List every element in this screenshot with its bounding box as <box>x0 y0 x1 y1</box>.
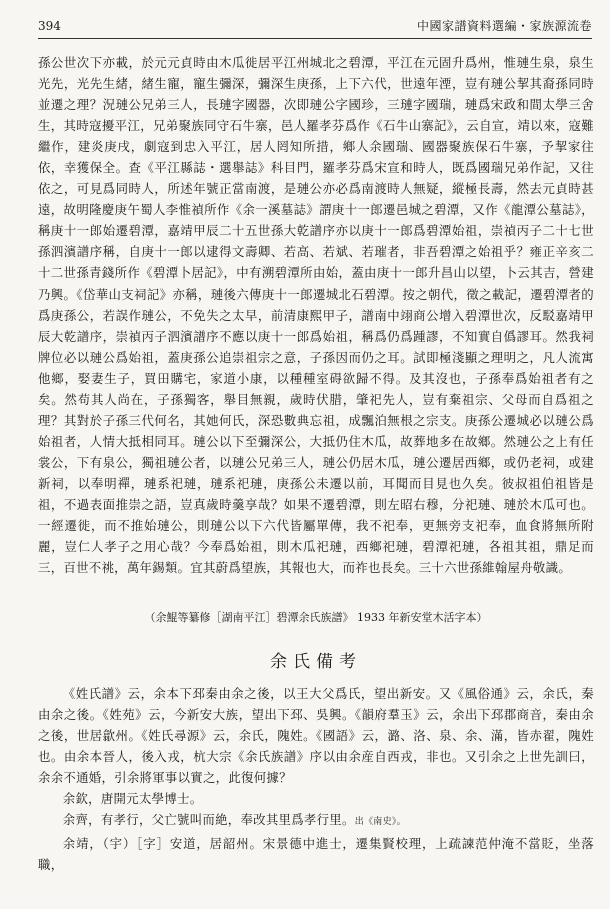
entry-text: 余欽，唐開元太學博士。 <box>62 791 203 807</box>
entry-source-note: 出《南史》。 <box>354 817 406 828</box>
source-citation: （余鯤等纂修［湖南平江］碧潭余氏族譜》 1933 年新安堂木活字本） <box>144 611 488 624</box>
entry-paragraph <box>38 809 594 833</box>
entry-text: 《姓氏譜》云，余本下邳秦由余之後，以王大父爲氏，望出新安。又《風俗通》云，余氏，秦由余之後。《姓苑》云，今新安大族，望出下邳、吳興。《韻府羣玉》云，余出下邳郡商音，秦由余之後，世居歙州。《姓氏尋源》云，余氏，隗姓。《國語》云，潞、洛、泉、余、滿，皆赤翟，隗姓也。由余本晉人，後入戎，杭大宗《余氏族譜》序以由余産自西戎，非也。又引余之上世先訓曰，余余不通婚，引余將軍事以實之，此復何據？ <box>38 686 594 786</box>
entry-paragraph <box>38 683 594 788</box>
entry-text: 余齊，有孝行，父亡號叫而絶，奉改其里爲孝行里。 <box>62 812 355 828</box>
page-header <box>38 14 592 39</box>
passage-paragraph: 孫公世次下亦載，於元元貞時由木瓜徙居平江州城北之碧潭，平江在元固升爲州，惟璉生泉，泉生光先，光先生緒，緒生寵，寵生彌深，彌深生庚孫，上下六代，世遠年湮，豈有璉公挈其裔孫同時並遷之理？況璉公兄弟三人，長璉字國器，次即璉公字國珍，三璉字國瑞，璉爲宋政和間太學三舍生，其時寇擾平江，兄弟聚族同守石牛寨，邑人羅孝芬爲作《石牛山寨記》，云自宣，靖以來，寇難繼作，建炎庚戌，劇寇到忠入平江，居人罔知所措，鄉人余國瑞、國器聚族保石牛寨，予挈家往依，幸獲保全。查《平江縣誌・選舉誌》科目門，羅孝芬爲宋宣和時人，既爲國瑞兄弟作記，又往依之，可見爲同時人，所述年號正當南渡，是璉公亦必爲南渡時人無疑，縱極長壽，然去元貞時甚遠，故明隆慶庚午蜀人李惟禎所作《余一溪墓誌》謂庚十一郎遷邑城之碧潭，又作《龍潭公墓誌》，稱庚十一郎始遷碧潭，嘉靖甲辰二十五世孫大乾譜序亦以庚十一郎爲碧潭始祖，崇禎丙子二十七世孫泗濱譜序稱，自庚十一郎以逮得文壽卿、若高、若斌、若璀者，非吾碧潭之始祖乎？雍正辛亥二十二世孫青錢所作《碧潭卜居記》，中有溯碧潭所由始，蓋由庚十一郎升昌山以望，卜云其吉，營建乃興。《岱華山支祠記》亦稱，璉後六傳庚十一郎遷城北石碧潭。按之朝代，徵之載記，遷碧潭者的爲庚孫公，若誤作璉公，不免失之太早，前清康熙甲子，譜南中翊商公增入碧潭世次，反駁嘉靖甲辰大乾譜序，崇禎丙子泗濱譜序不應以庚十一郎爲始祖，稱爲仍爲踵謬，不知實自僞謬耳。然我祠牌位必以璉公爲始祖，蓋庚孫公追崇祖宗之意，子孫因而仍之耳。試即極淺顯之理明之，凡人流寓他鄉，娶妻生子，買田購宅，家道小康，以種種室碍欲歸不得。及其沒也，子孫奉爲始祖者有之矣。然苟其人尚在，子孫獨客，舉目無親，歲時伏腊，肇祀先人，豈有棄祖宗、父母而自爲祖之理？其對於子孫三代何名，其她何氏，深恐數典忘祖，成飄泊無根之宗支。庚孫公遷城必以璉公爲始祖者，人情大抵相同耳。璉公以下至彌深公，大抵仍住木瓜，故葬地多在故鄉。然璉公之上有任裳公，下有泉公，獨祖璉公者，以璉公兄弟三人，璉公仍居木瓜，璉公遷居西鄉，或仍老祠，或建新祠，以奉明禪，璉系祀璉，璉系祀璉，庚孫公未遷以前，耳聞而目見也久矣。彼叔祖伯祖皆是祖，不過表面推崇之語，豈真歲時羹享哉？如果不遷碧潭，則左昭右穆，分祀璉、璉於木瓜可也。一經遷徙，而不推始璉公，則璉公以下六代皆屬單傳，我不祀奉，更無旁支祀奉，血食將無所附麗，豈仁人孝子之用心哉？今奉爲始祖，則木瓜祀璉，西鄉祀璉，碧潭祀璉，各祖其祖，鼎足而三，百世不祧，萬年錫類。宜其蔚爲望族，其報也大，而祚也長矣。三十六世孫維翰屋舟敬識。 <box>38 55 594 576</box>
entry-paragraph <box>38 833 594 875</box>
entries-body <box>38 683 594 875</box>
entry-paragraph <box>38 788 594 809</box>
page-number: 394 <box>38 19 61 33</box>
section-title: 余氏備考 <box>270 652 362 672</box>
entry-text: 余靖，（宇）［字］安道，居韶州。宋景德中進士，遷集賢校理，上疏諫范仲淹不當貶，坐落職， <box>38 836 594 873</box>
passage-body <box>38 52 594 578</box>
running-title: 中國家譜資料選編・家族源流卷 <box>416 19 592 33</box>
